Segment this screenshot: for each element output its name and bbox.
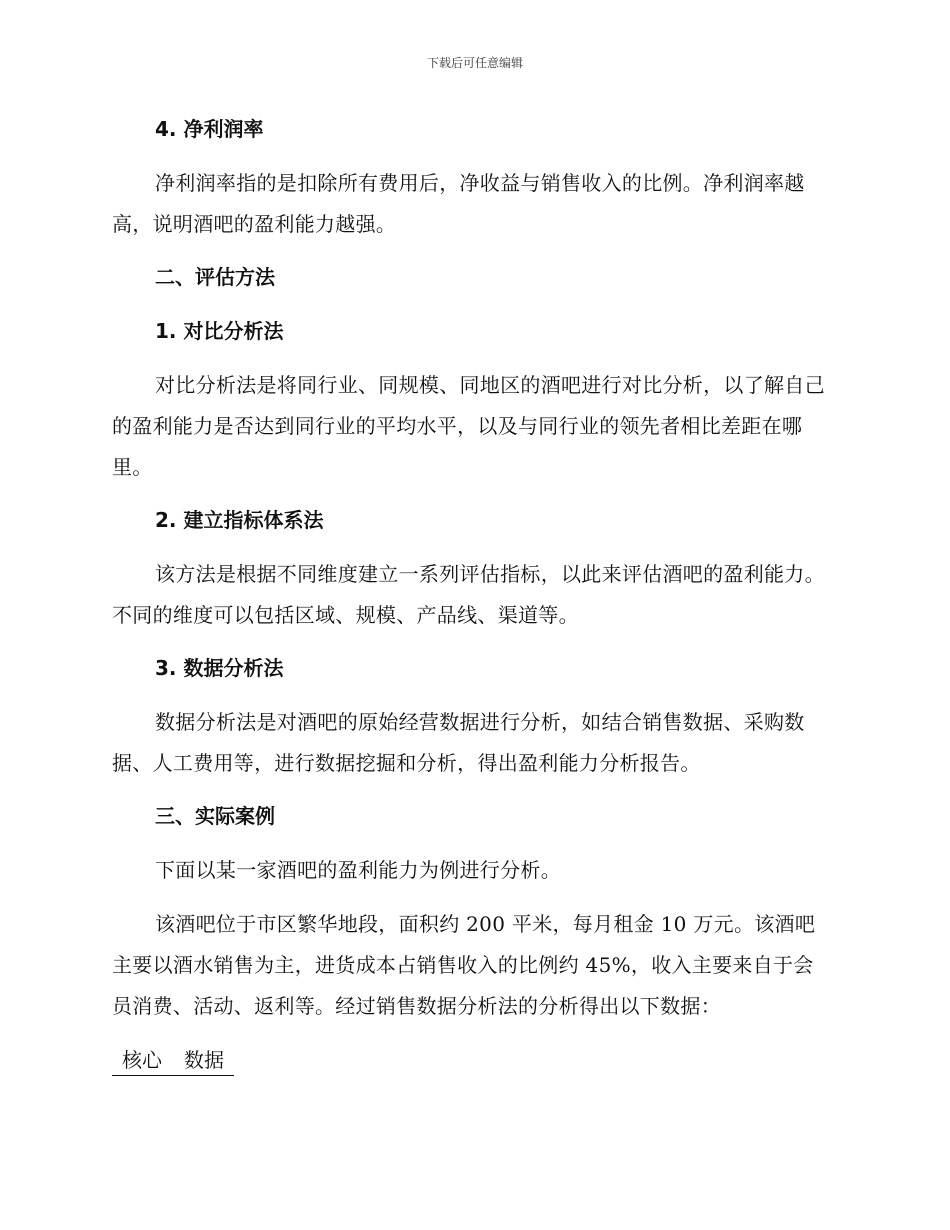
paragraph-indicator-system: 该方法是根据不同维度建立一系列评估指标，以此来评估酒吧的盈利能力。不同的维度可以包括区域、规模、产品线、渠道等。: [112, 562, 825, 627]
paragraph-comparison: 对比分析法是将同行业、同规模、同地区的酒吧进行对比分析，以了解自己的盈利能力是否达到同行业的平均水平，以及与同行业的领先者相比差距在哪里。: [112, 373, 825, 479]
paragraph-case-detail: 该酒吧位于市区繁华地段，面积约 200 平米，每月租金 10 万元。该酒吧主要以酒水销售为主，进货成本占销售收入的比例约 45%，收入主要来自于会员消费、活动、返利等。经过销售数据分析法的分析得出以下数据：: [112, 912, 816, 1018]
table-header-cell: 核心: [122, 1048, 162, 1072]
document-body: [112, 110, 832, 1076]
section-heading-case: 三、实际案例: [155, 804, 275, 828]
section-heading-comparison: 1. 对比分析法: [155, 319, 284, 343]
page-header: 下载后可任意编辑: [426, 56, 523, 70]
paragraph-net-margin: 净利润率指的是扣除所有费用后，净收益与销售收入的比例。净利润率越高，说明酒吧的盈利能力越强。: [112, 171, 805, 236]
paragraph-data-analysis: 数据分析法是对酒吧的原始经营数据进行分析，如结合销售数据、采购数据、人工费用等，进行数据挖掘和分析，得出盈利能力分析报告。: [112, 710, 805, 775]
section-heading-indicator-system: 2. 建立指标体系法: [155, 508, 324, 532]
table-header-row: [112, 1045, 234, 1076]
table-header-cell: 数据: [184, 1048, 224, 1072]
section-heading-net-margin: 4. 净利润率: [155, 117, 264, 141]
section-heading-data-analysis: 3. 数据分析法: [155, 656, 284, 680]
section-heading-methods: 二、评估方法: [155, 265, 275, 289]
paragraph-case-intro: 下面以某一家酒吧的盈利能力为例进行分析。: [155, 858, 561, 882]
